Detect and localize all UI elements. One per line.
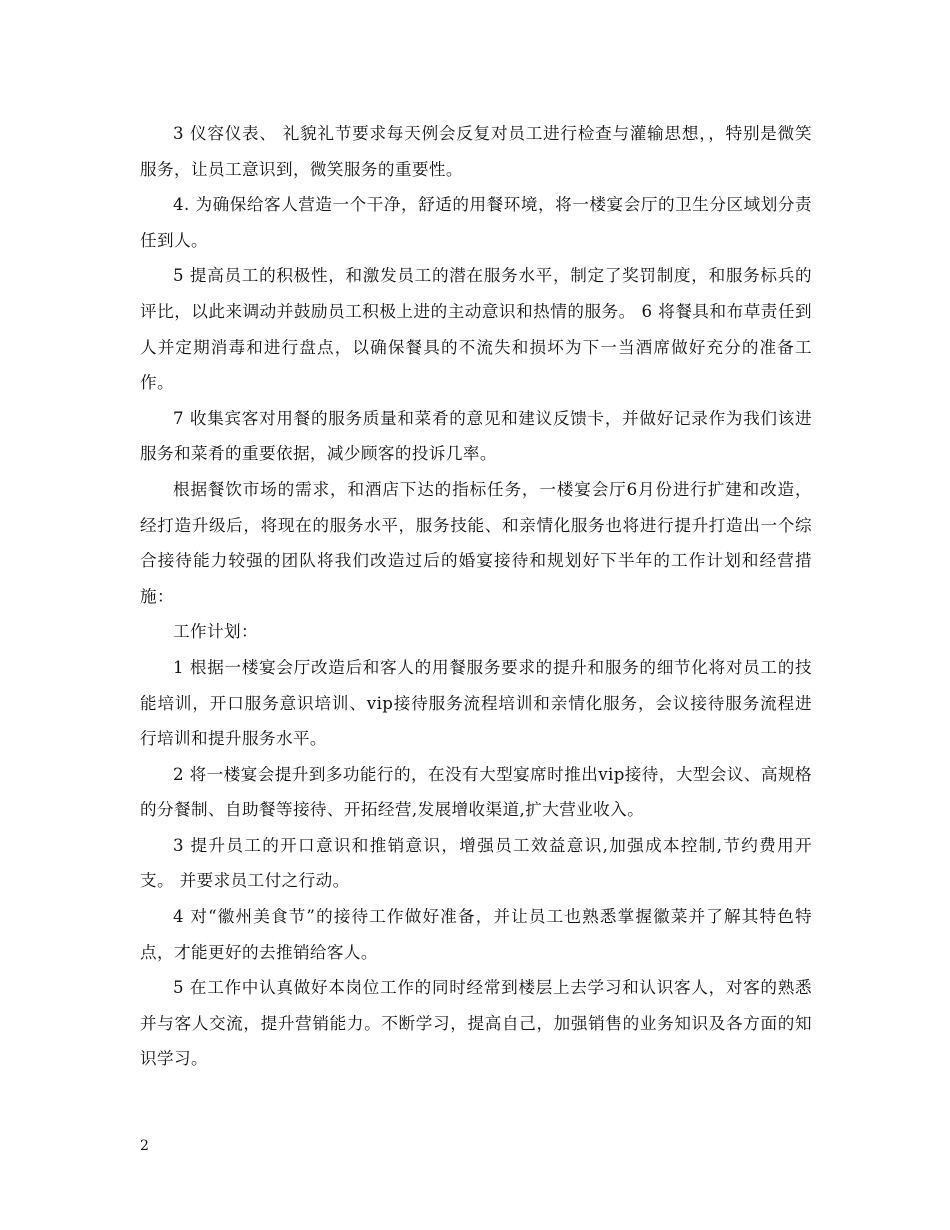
plan-item-5: 5 在工作中认真做好本岗位工作的同时经常到楼层上去学习和认识客人，对客的熟悉并与客人交流，提升营销能力。不断学习，提高自己，加强销售的业务知识及各方面的知识学习。 bbox=[140, 978, 812, 1069]
document-body bbox=[140, 116, 812, 1077]
paragraph-5: 根据餐饮市场的需求，和酒店下达的指标任务，一楼宴会厅6月份进行扩建和改造，经打造升级后，将现在的服务水平，服务技能、和亲情化服务也将进行提升打造出一个综合接待能力较强的团队将我们改造过后的婚宴接待和规划好下半年的工作计划和经营措施： bbox=[140, 479, 812, 606]
paragraph-3: 5 提高员工的积极性，和激发员工的潜在服务水平，制定了奖罚制度，和服务标兵的评比，以此来调动并鼓励员工积极上进的主动意识和热情的服务。 6 将餐具和布草责任到人并定期消毒和进行盘点，以确保餐具的不流失和损坏为下一当酒席做好充分的准备工作。 bbox=[140, 266, 812, 393]
plan-item-3: 3 提升员工的开口意识和推销意识，增强员工效益意识,加强成本控制,节约费用开支。 并要求员工付之行动。 bbox=[140, 835, 812, 891]
plan-item-4: 4 对“徽州美食节”的接待工作做好准备，并让员工也熟悉掌握徽菜并了解其特色特点，才能更好的去推销给客人。 bbox=[140, 907, 812, 962]
page-number: 2 bbox=[140, 1138, 149, 1154]
plan-item-1: 1 根据一楼宴会厅改造后和客人的用餐服务要求的提升和服务的细节化将对员工的技能培训，开口服务意识培训、vip接待服务流程培训和亲情化服务，会议接待服务流程进行培训和提升服务水平。 bbox=[140, 657, 812, 749]
paragraph-1: 3 仪容仪表、 礼貌礼节要求每天例会反复对员工进行检查与灌输思想，，特别是微笑服务，让员工意识到，微笑服务的重要性。 bbox=[140, 124, 812, 179]
plan-item-2: 2 将一楼宴会提升到多功能行的，在没有大型宴席时推出vip接待，大型会议、高规格的分餐制、自助餐等接待、开拓经营,发展增收渠道,扩大营业收入。 bbox=[140, 764, 812, 820]
work-plan-heading: 工作计划： bbox=[173, 622, 258, 642]
paragraph-4: 7 收集宾客对用餐的服务质量和菜肴的意见和建议反馈卡，并做好记录作为我们该进服务和菜肴的重要依据，减少顾客的投诉几率。 bbox=[140, 408, 812, 464]
paragraph-2: 4. 为确保给客人营造一个干净，舒适的用餐环境，将一楼宴会厅的卫生分区域划分责任到人。 bbox=[140, 195, 812, 250]
